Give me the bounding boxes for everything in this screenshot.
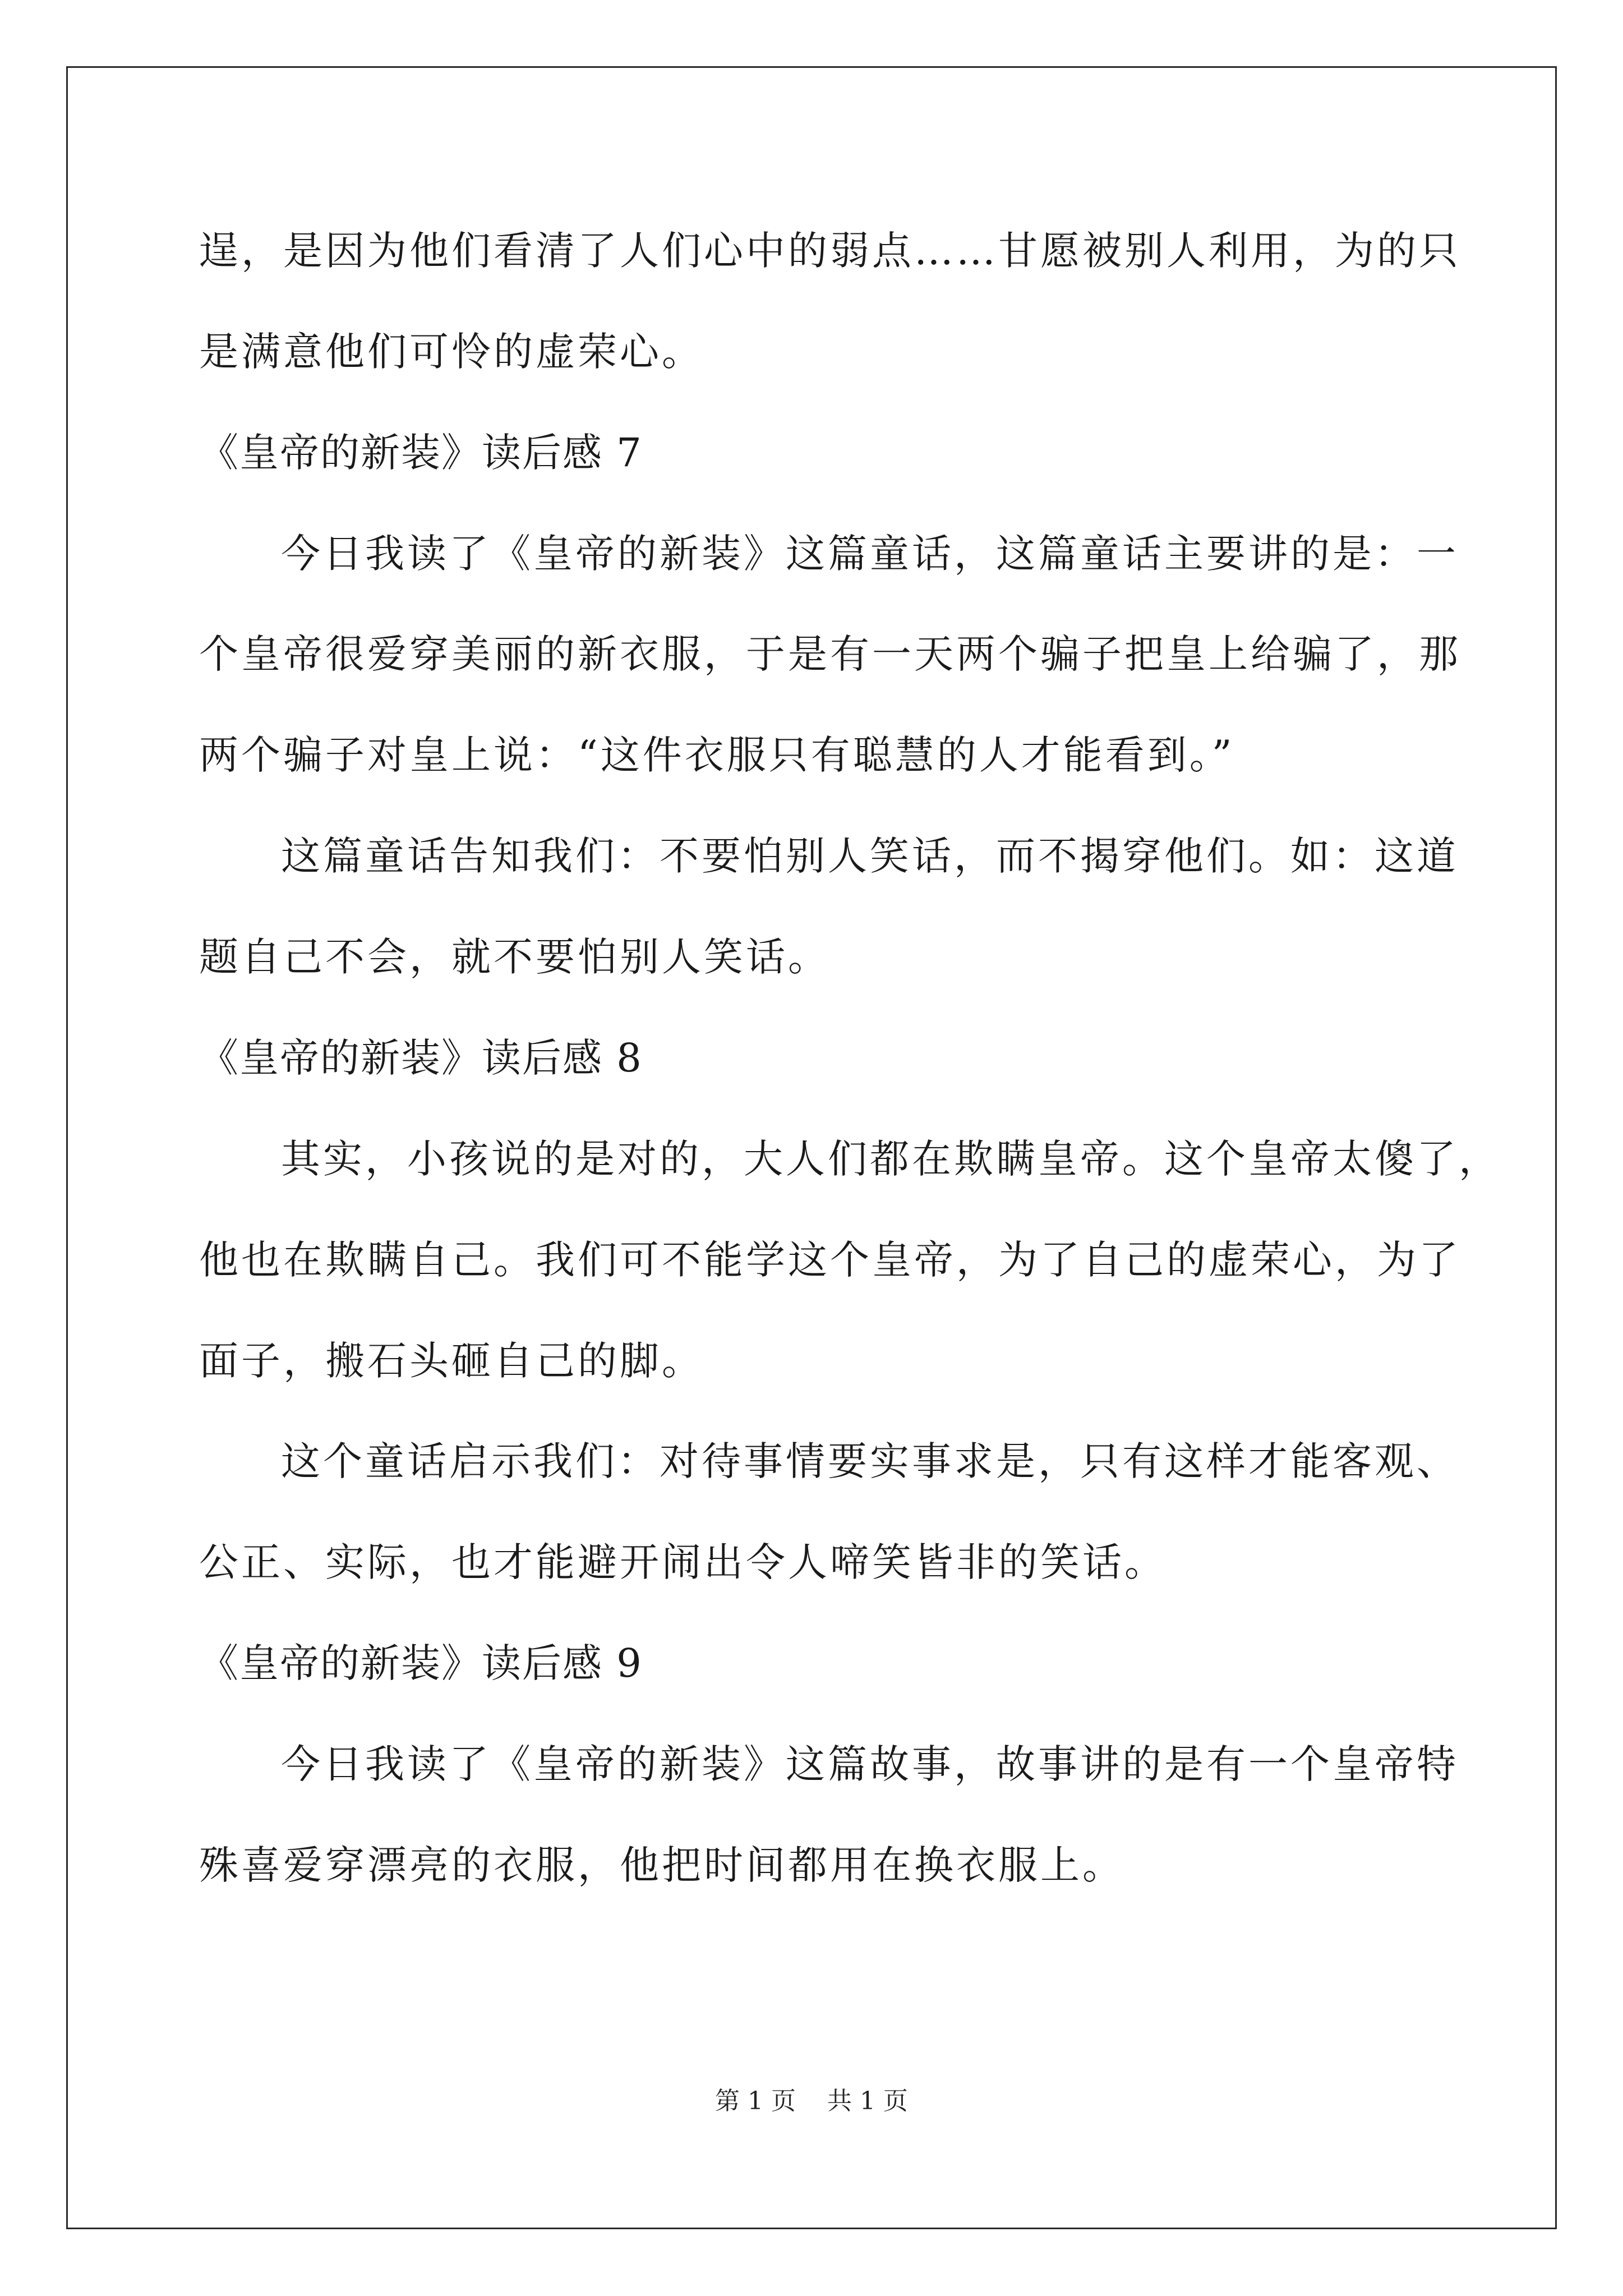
- paragraph-line: 这篇童话告知我们：不要怕别人笑话，而不揭穿他们。如：这道: [281, 833, 1459, 879]
- section-heading: 《皇帝的新装》读后感 9: [199, 1640, 643, 1686]
- paragraph-line: 今日我读了《皇帝的新装》这篇故事，故事讲的是有一个皇帝特: [281, 1741, 1459, 1787]
- paragraph-line: 题自己不会，就不要怕别人笑话。: [199, 934, 830, 980]
- paragraph-line: 公正、实际，也才能避开闹出令人啼笑皆非的笑话。: [199, 1539, 1166, 1585]
- section-heading: 《皇帝的新装》读后感 8: [199, 1035, 643, 1081]
- paragraph-line: 面子，搬石头砸自己的脚。: [199, 1338, 704, 1384]
- section-heading: 《皇帝的新装》读后感 7: [199, 430, 643, 476]
- paragraph-line: 这个童话启示我们：对待事情要实事求是，只有这样才能客观、: [281, 1438, 1459, 1484]
- paragraph-line: 其实，小孩说的是对的，大人们都在欺瞒皇帝。这个皇帝太傻了，: [281, 1136, 1501, 1182]
- paragraph-line: 逞，是因为他们看清了人们心中的弱点……甘愿被别人利用，为的只: [199, 228, 1461, 274]
- paragraph-line: 个皇帝很爱穿美丽的新衣服，于是有一天两个骗子把皇上给骗了，那: [199, 631, 1461, 677]
- paragraph-line: 殊喜爱穿漂亮的衣服，他把时间都用在换衣服上。: [199, 1842, 1124, 1888]
- paragraph-line: 今日我读了《皇帝的新装》这篇童话，这篇童话主要讲的是：一: [281, 531, 1459, 577]
- page-number-label: 第 1 页 共 1 页: [715, 2087, 908, 2115]
- paragraph-line: 两个骗子对皇上说：“这件衣服只有聪慧的人才能看到。”: [199, 732, 1235, 778]
- paragraph-line: 他也在欺瞒自己。我们可不能学这个皇帝，为了自己的虚荣心，为了: [199, 1237, 1461, 1283]
- paragraph-line: 是满意他们可怜的虚荣心。: [199, 329, 704, 375]
- page-footer: [0, 2085, 1623, 2118]
